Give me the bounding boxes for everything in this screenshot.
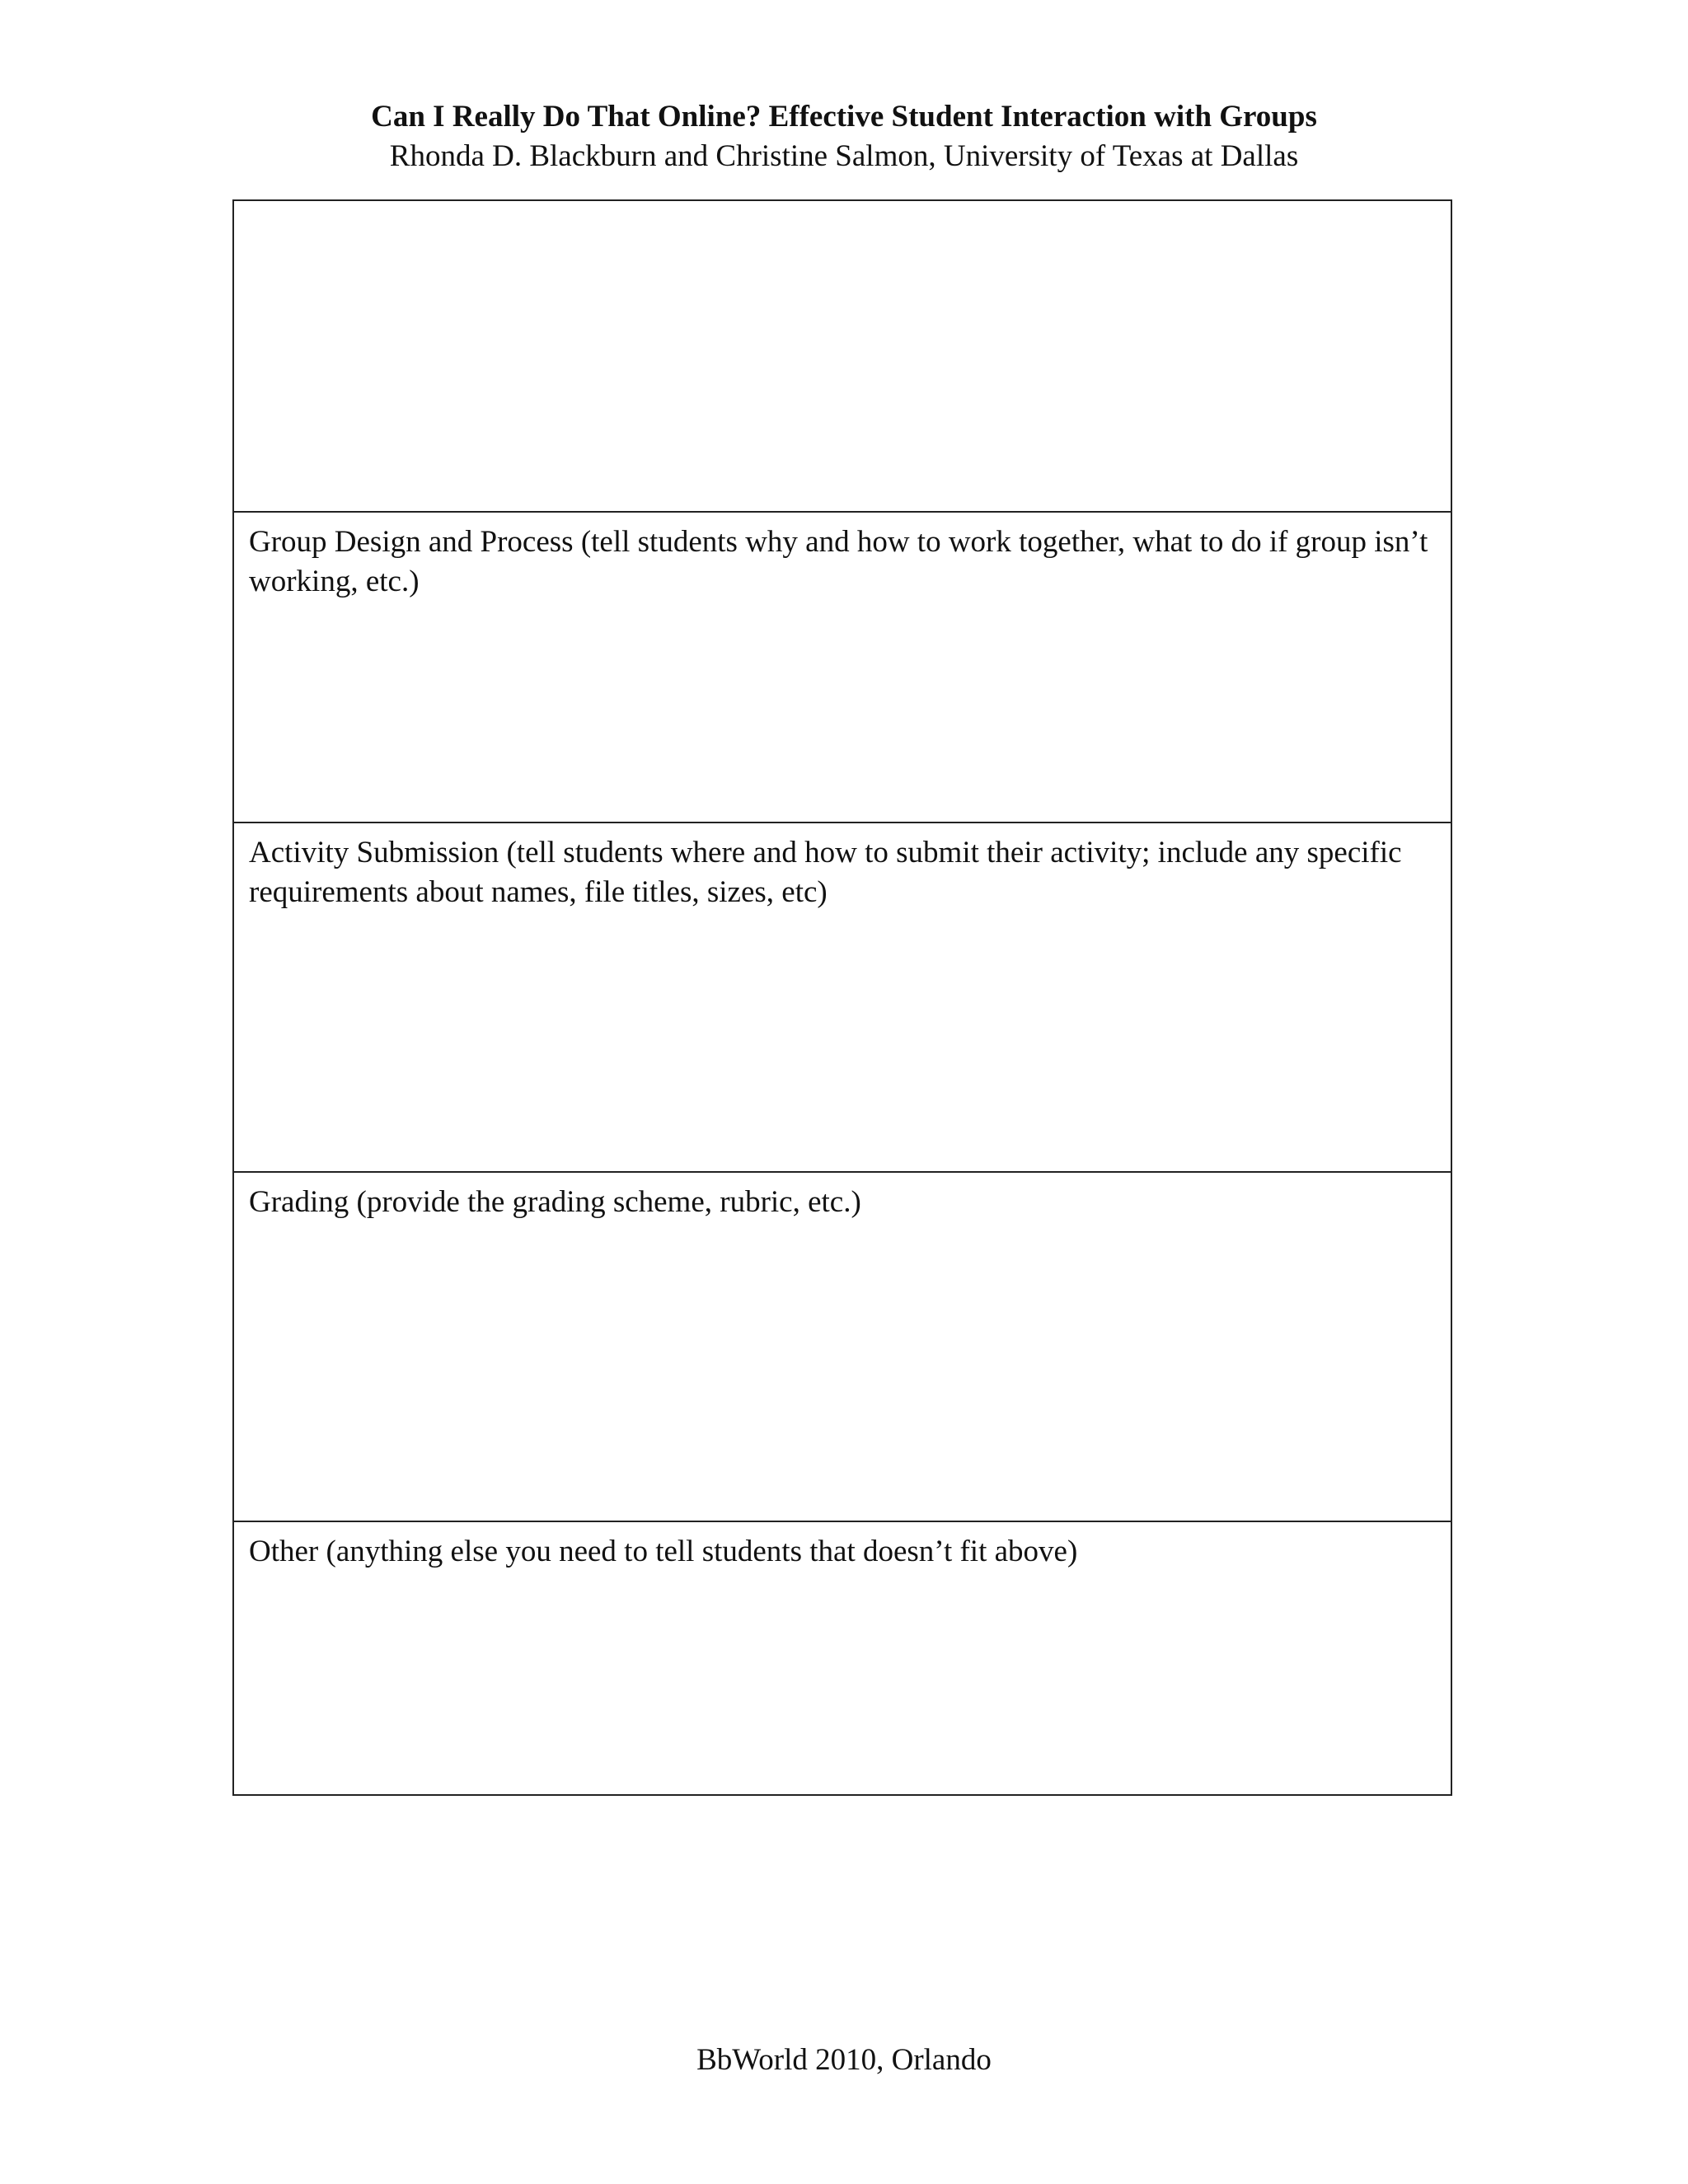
worksheet-cell-label: Other (anything else you need to tell students that doesn’t fit above)	[249, 1535, 1078, 1568]
worksheet-cell-grading[interactable]	[234, 1171, 1451, 1521]
worksheet-cell-label: Activity Submission (tell students where and how to submit their activity; include any specific requirements about names, file titles, sizes, etc)	[249, 836, 1402, 909]
worksheet-cell-label: Group Design and Process (tell students why and how to work together, what to do if group isn’t working, etc.)	[249, 525, 1428, 598]
worksheet-cell-blank[interactable]	[234, 201, 1451, 512]
worksheet-cell-other[interactable]	[234, 1521, 1451, 1794]
document-authors: Rhonda D. Blackburn and Christine Salmon, University of Texas at Dallas	[389, 139, 1299, 173]
worksheet-cell-label: Grading (provide the grading scheme, rubric, etc.)	[249, 1185, 861, 1219]
worksheet-cell-activity-submission[interactable]	[234, 822, 1451, 1172]
worksheet-table	[232, 199, 1452, 1796]
page-footer: BbWorld 2010, Orlando	[696, 2043, 992, 2077]
document-title: Can I Really Do That Online? Effective Student Interaction with Groups	[371, 100, 1317, 134]
worksheet-cell-group-design[interactable]	[234, 511, 1451, 823]
